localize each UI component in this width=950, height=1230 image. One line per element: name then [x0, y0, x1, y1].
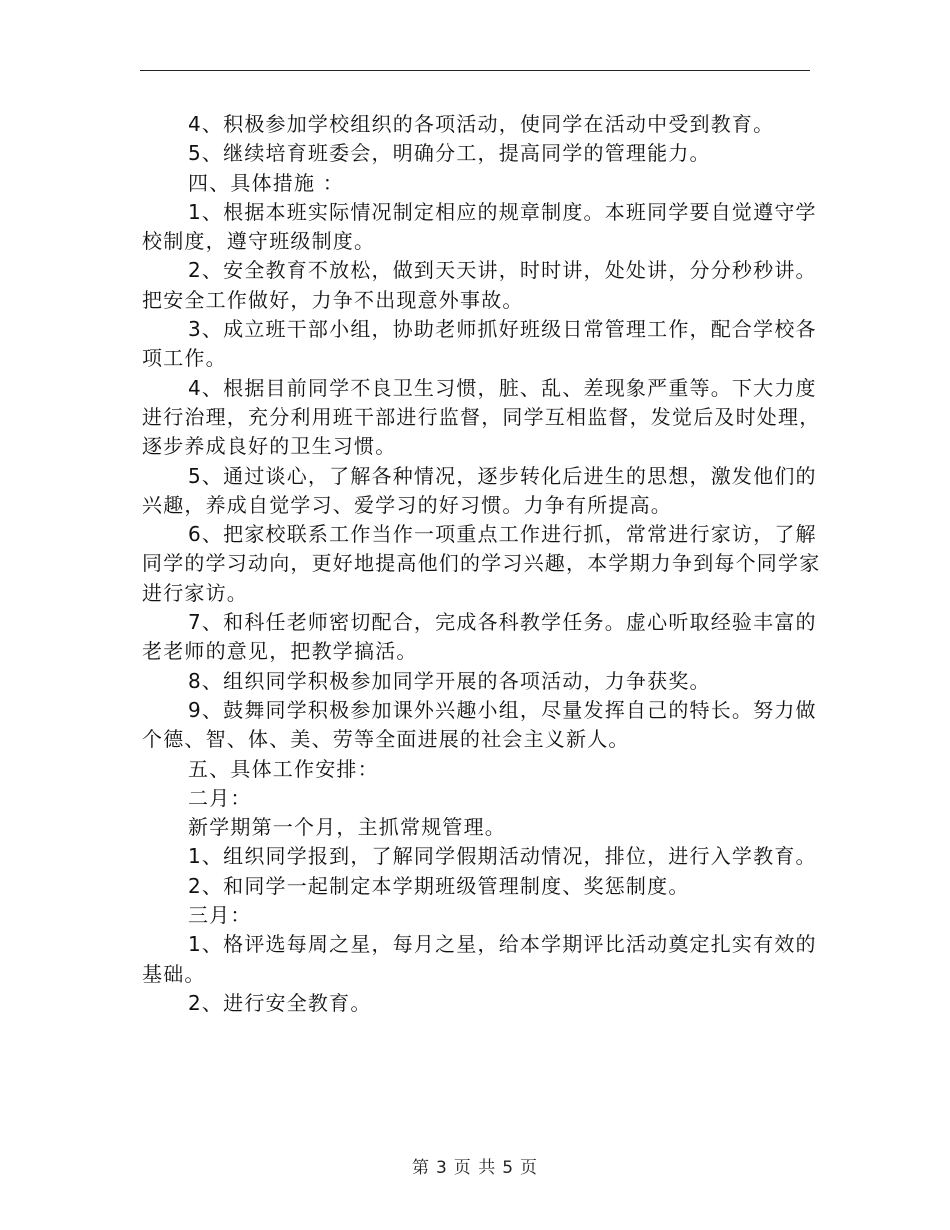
paragraph: 4、积极参加学校组织的各项活动，使同学在活动中受到教育。 — [188, 112, 775, 136]
footer-prefix: 第 — [411, 1158, 430, 1178]
current-page-number: 3 — [435, 1158, 448, 1178]
paragraph: 3、成立班干部小组，协助老师抓好班级日常管理工作，配合学校各项工作。 — [142, 317, 817, 371]
paragraph: 4、根据目前同学不良卫生习惯，脏、乱、差现象严重等。下大力度进行治理，充分利用班干部进行监督，同学互相监督，发觉后及时处理，逐步养成良好的卫生习惯。 — [142, 375, 821, 459]
paragraph: 5、通过谈心，了解各种情况，逐步转化后进生的思想，激发他们的兴趣，养成自觉学习、爱学习的好习惯。力争有所提高。 — [142, 463, 817, 517]
section-heading: 四、具体措施 ： — [188, 170, 344, 195]
paragraph: 1、根据本班实际情况制定相应的规章制度。本班同学要自觉遵守学校制度，遵守班级制度。 — [142, 199, 817, 254]
month-heading: 二月： — [188, 785, 252, 810]
paragraph: 6、把家校联系工作当作一项重点工作进行抓，常常进行家访，了解同学的学习动向，更好地提高他们的学习兴趣，本学期力争到每个同学家进行家访。 — [142, 522, 821, 605]
paragraph: 8、组织同学积极参加同学开展的各项活动，力争获奖。 — [188, 668, 711, 693]
paragraph: 新学期第一个月，主抓常规管理。 — [188, 815, 506, 840]
paragraph: 2、进行安全教育。 — [188, 990, 372, 1015]
page-footer — [0, 1153, 950, 1178]
paragraph: 9、鼓舞同学积极参加课外兴趣小组，尽量发挥自己的特长。努力做个德、智、体、美、劳等全面进展的社会主义新人。 — [142, 697, 817, 752]
footer-suffix: 页 — [520, 1158, 539, 1178]
total-pages-number: 5 — [502, 1158, 515, 1178]
document-body — [142, 110, 822, 1018]
footer-middle: 页 共 — [453, 1158, 497, 1178]
paragraph: 2、安全教育不放松，做到天天讲，时时讲，处处讲，分分秒秒讲。把安全工作做好，力争不出现意外事故。 — [142, 258, 817, 312]
header-rule — [140, 70, 810, 71]
paragraph: 1、组织同学报到，了解同学假期活动情况，排位，进行入学教育。 — [188, 844, 817, 869]
section-heading: 五、具体工作安排： — [188, 756, 379, 781]
paragraph: 1、格评选每周之星，每月之星，给本学期评比活动奠定扎实有效的基础。 — [142, 932, 817, 986]
month-heading: 三月： — [188, 903, 252, 928]
paragraph: 7、和科任老师密切配合，完成各科教学任务。虚心听取经验丰富的老老师的意见，把教学搞活。 — [142, 610, 817, 664]
paragraph: 2、和同学一起制定本学期班级管理制度、奖惩制度。 — [188, 873, 690, 898]
paragraph: 5、继续培育班委会，明确分工，提高同学的管理能力。 — [188, 141, 711, 166]
